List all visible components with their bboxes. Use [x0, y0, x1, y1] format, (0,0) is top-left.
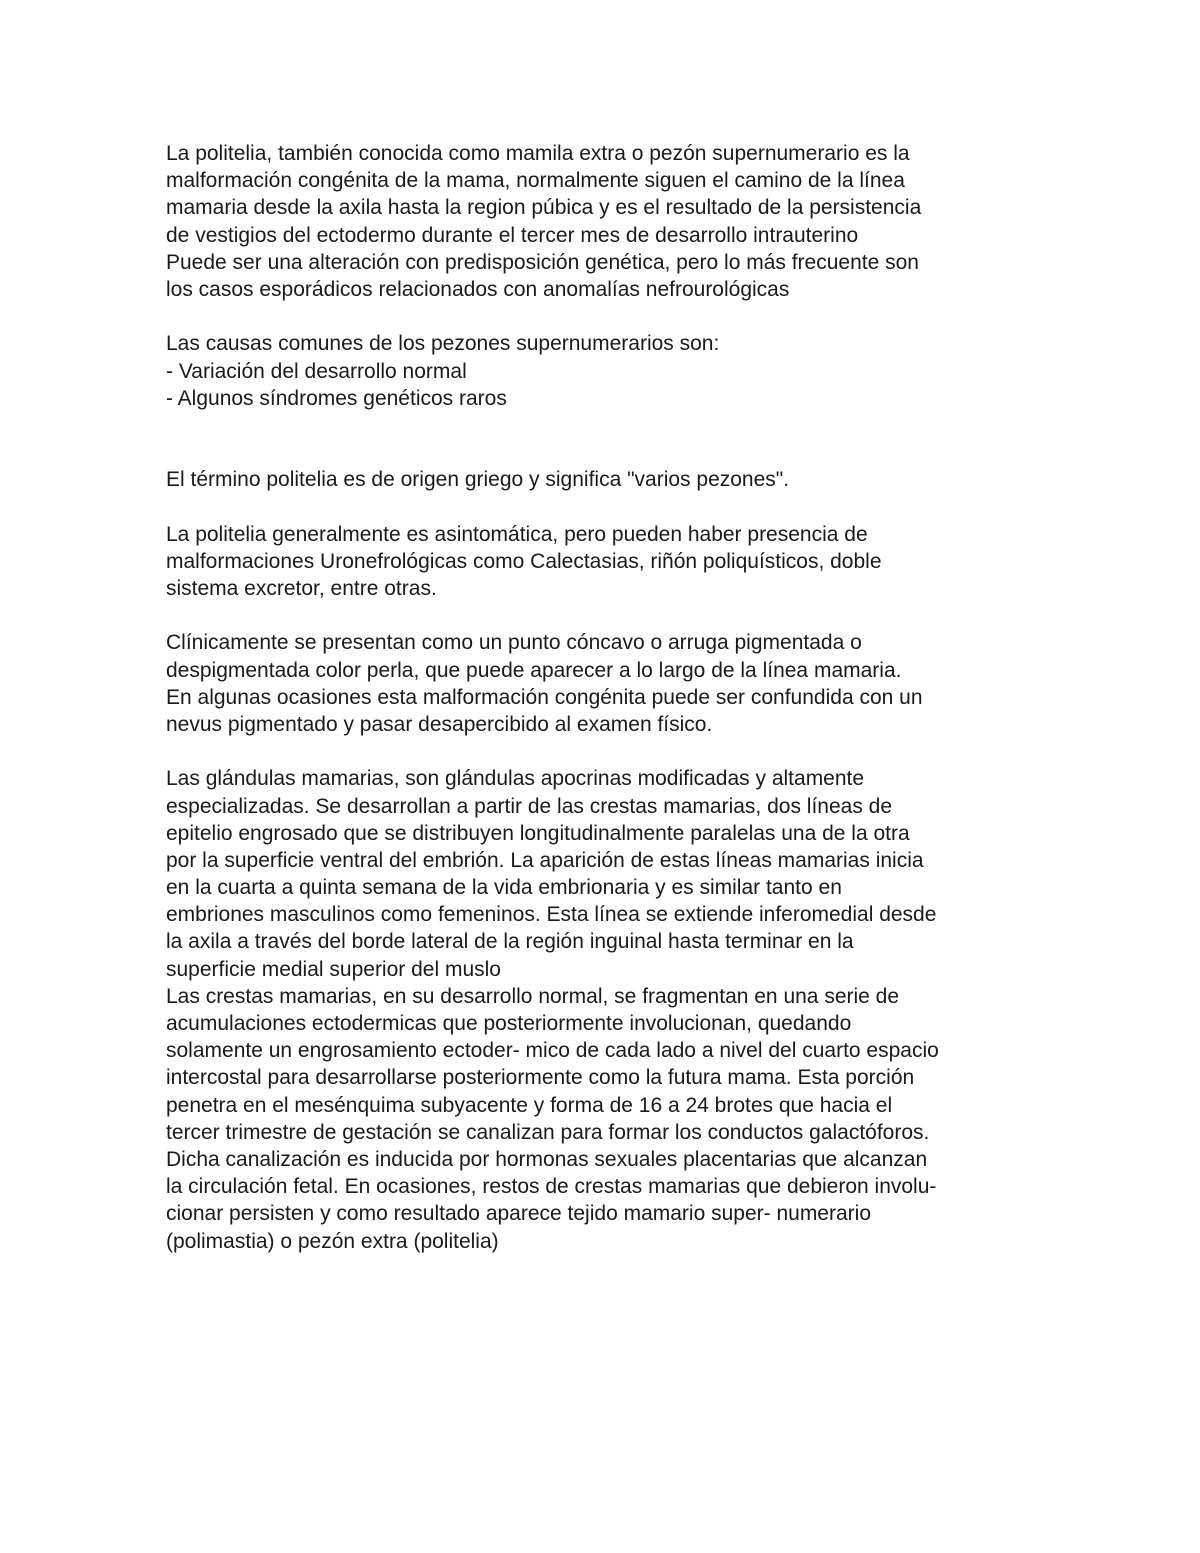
text-line: tercer trimestre de gestación se canalizan para formar los conductos galactóforos. [166, 1120, 930, 1144]
paragraph-definition [166, 140, 1046, 303]
text-line: La politelia generalmente es asintomática, pero pueden haber presencia de [166, 522, 868, 546]
text-line: Dicha canalización es inducida por hormonas sexuales placentarias que alcanzan [166, 1147, 928, 1171]
text-line: Las causas comunes de los pezones supernumerarios son: [166, 332, 720, 356]
text-line: Las glándulas mamarias, son glándulas apocrinas modificadas y altamente [166, 767, 865, 791]
text-line: El término politelia es de origen griego y significa "varios pezones". [166, 468, 790, 492]
paragraph-spacer [166, 303, 1046, 330]
text-line: epitelio engrosado que se distribuyen longitudinalmente paralelas una de la otra [166, 821, 910, 845]
text-line: nevus pigmentado y pasar desapercibido al examen físico. [166, 712, 713, 736]
paragraph-spacer [166, 602, 1046, 629]
text-line: penetra en el mesénquima subyacente y forma de 16 a 24 brotes que hacia el [166, 1093, 893, 1117]
text-line: despigmentada color perla, que puede aparecer a lo largo de la línea mamaria. [166, 658, 902, 682]
text-line: por la superficie ventral del embrión. La aparición de estas líneas mamarias inicia [166, 848, 924, 872]
text-line: acumulaciones ectodermicas que posteriormente involucionan, quedando [166, 1012, 852, 1035]
text-line: intercostal para desarrollarse posteriormente como la futura mama. Esta porción [166, 1066, 915, 1090]
paragraph-spacer [166, 439, 1046, 466]
text-line: la axila a través del borde lateral de la región inguinal hasta terminar en la [166, 930, 854, 954]
paragraph-etymology [166, 466, 1046, 493]
list-item: - Algunos síndromes genéticos raros [166, 386, 507, 410]
text-line: Las crestas mamarias, en su desarrollo normal, se fragmentan en una serie de [166, 984, 900, 1008]
text-line: mamaria desde la axila hasta la region púbica y es el resultado de la persistencia [166, 196, 922, 220]
text-line: los casos esporádicos relacionados con anomalías nefrourológicas [166, 277, 790, 301]
text-line: Puede ser una alteración con predisposición genética, pero lo más frecuente son [166, 250, 919, 274]
paragraph-spacer [166, 412, 1046, 439]
text-line: malformaciones Uronefrológicas como Calectasias, riñón poliquísticos, doble [166, 549, 882, 573]
paragraph-symptoms [166, 521, 1046, 603]
text-line: La politelia, también conocida como mamila extra o pezón supernumerario es la [166, 142, 910, 165]
text-line: (polimastia) o pezón extra (politelia) [166, 1229, 499, 1253]
text-line: sistema excretor, entre otras. [166, 577, 437, 600]
paragraph-causes [166, 330, 1046, 412]
text-line: En algunas ocasiones esta malformación congénita puede ser confundida con un [166, 685, 923, 709]
text-line: embriones masculinos como femeninos. Esta línea se extiende inferomedial desde [166, 903, 937, 927]
document-body [166, 140, 1046, 1255]
list-item: - Variación del desarrollo normal [166, 359, 467, 383]
text-line: solamente un engrosamiento ectoder- mico de cada lado a nivel del cuarto espacio [166, 1039, 939, 1063]
paragraph-clinical [166, 629, 1046, 738]
text-line: en la cuarta a quinta semana de la vida embrionaria y es similar tanto en [166, 876, 842, 900]
text-line: superficie medial superior del muslo [166, 957, 501, 981]
text-line: cionar persisten y como resultado aparece tejido mamario super- numerario [166, 1202, 871, 1226]
paragraph-spacer [166, 738, 1046, 765]
text-line: la circulación fetal. En ocasiones, restos de crestas mamarias que debieron involu- [166, 1175, 937, 1199]
paragraph-embryology [166, 765, 1046, 1254]
text-line: malformación congénita de la mama, normalmente siguen el camino de la línea [166, 169, 905, 193]
text-line: especializadas. Se desarrollan a partir de las crestas mamarias, dos líneas de [166, 794, 893, 818]
paragraph-spacer [166, 493, 1046, 520]
text-line: de vestigios del ectodermo durante el tercer mes de desarrollo intrauterino [166, 223, 859, 247]
text-line: Clínicamente se presentan como un punto cóncavo o arruga pigmentada o [166, 631, 862, 655]
